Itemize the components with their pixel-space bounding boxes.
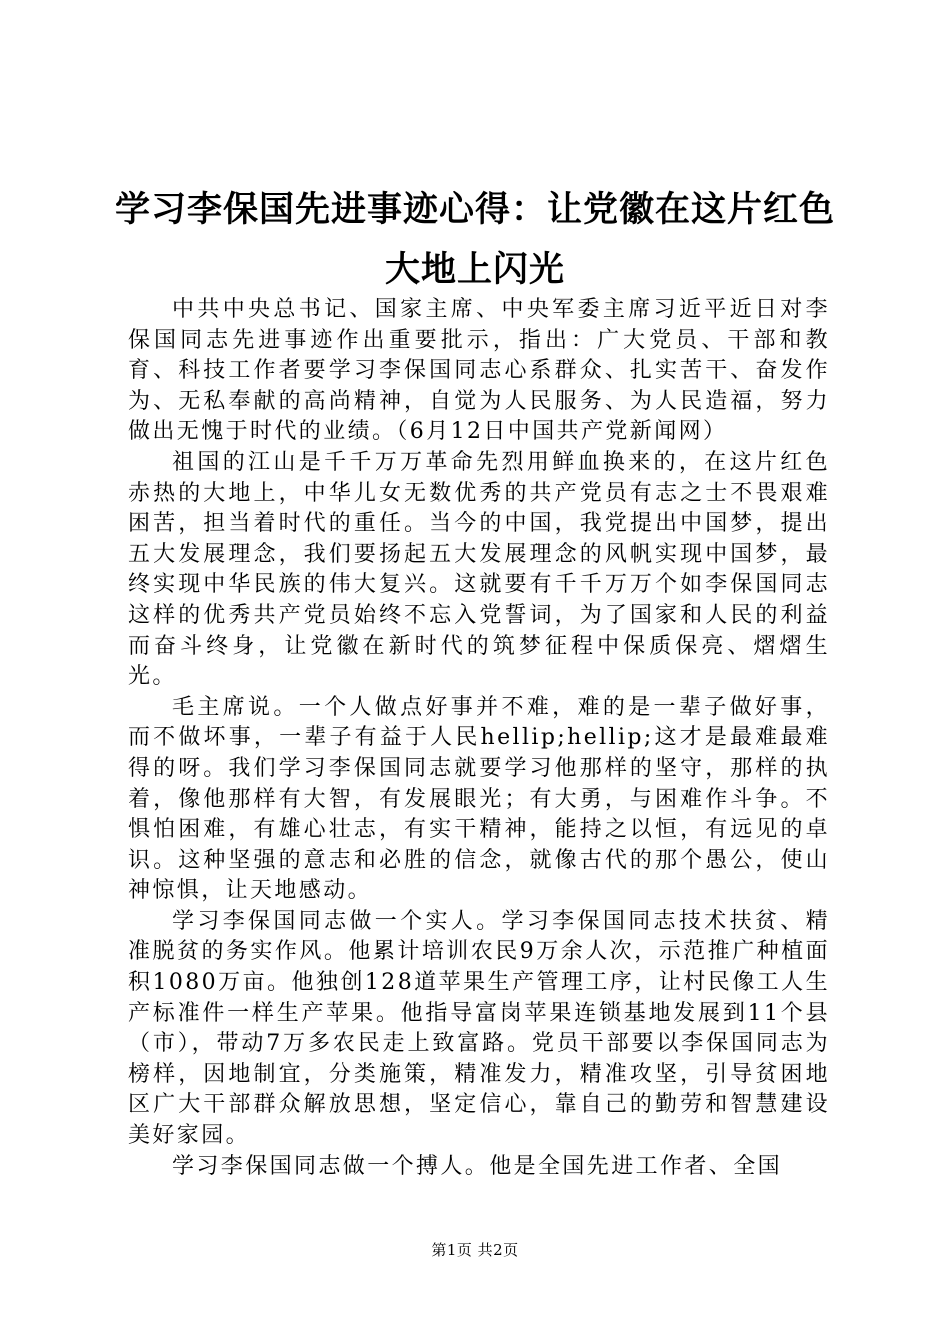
paragraph: 学习李保国同志做一个实人。学习李保国同志技术扶贫、精准脱贫的务实作风。他累计培训农民9万余人次，示范推广种植面积1080万亩。他独创128道苹果生产管理工序，让村民像工人生产标准件一样生产苹果。他指导富岗苹果连锁基地发展到11个县（市），带动7万多农民走上致富路。党员干部要以李保国同志为榜样，因地制宜，分类施策，精准发力，精准攻坚，引导贫困地区广大干部群众解放思想，坚定信心，靠自己的勤劳和智慧建设美好家园。 [128, 908, 830, 1149]
document-body [128, 295, 830, 1182]
paragraph: 学习李保国同志做一个搏人。他是全国先进工作者、全国 [172, 1153, 783, 1179]
document-title: 学习李保国先进事迹心得：让党徽在这片红色大地上闪光 [114, 189, 835, 290]
paragraph: 毛主席说。一个人做点好事并不难，难的是一辈子做好事，而不做坏事，一辈子有益于人民hellip;hellip;这才是最难最难得的呀。我们学习李保国同志就要学习他那样的坚守，那样的执着，像他那样有大智，有发展眼光；有大勇，与困难作斗争。不惧怕困难，有雄心壮志，有实干精神，能持之以恒，有远见的卓识。这种坚强的意志和必胜的信念，就像古代的那个愚公，使山神惊惧，让天地感动。 [128, 694, 830, 904]
paragraph: 中共中央总书记、国家主席、中央军委主席习近平近日对李保国同志先进事迹作出重要批示，指出：广大党员、干部和教育、科技工作者要学习李保国同志心系群众、扎实苦干、奋发作为、无私奉献的高尚精神，自觉为人民服务、为人民造福，努力做出无愧于时代的业绩。（6月12日中国共产党新闻网） [128, 297, 830, 445]
page-number-footer: 第1页 共2页 [431, 1241, 519, 1259]
paragraph: 祖国的江山是千千万万革命先烈用鲜血换来的，在这片红色赤热的大地上，中华儿女无数优秀的共产党员有志之士不畏艰难困苦，担当着时代的重任。当今的中国，我党提出中国梦，提出五大发展理念，我们要扬起五大发展理念的风帆实现中国梦，最终实现中华民族的伟大复兴。这就要有千千万万个如李保国同志这样的优秀共产党员始终不忘入党誓词，为了国家和人民的利益而奋斗终身，让党徽在新时代的筑梦征程中保质保亮、熠熠生光。 [128, 449, 830, 690]
